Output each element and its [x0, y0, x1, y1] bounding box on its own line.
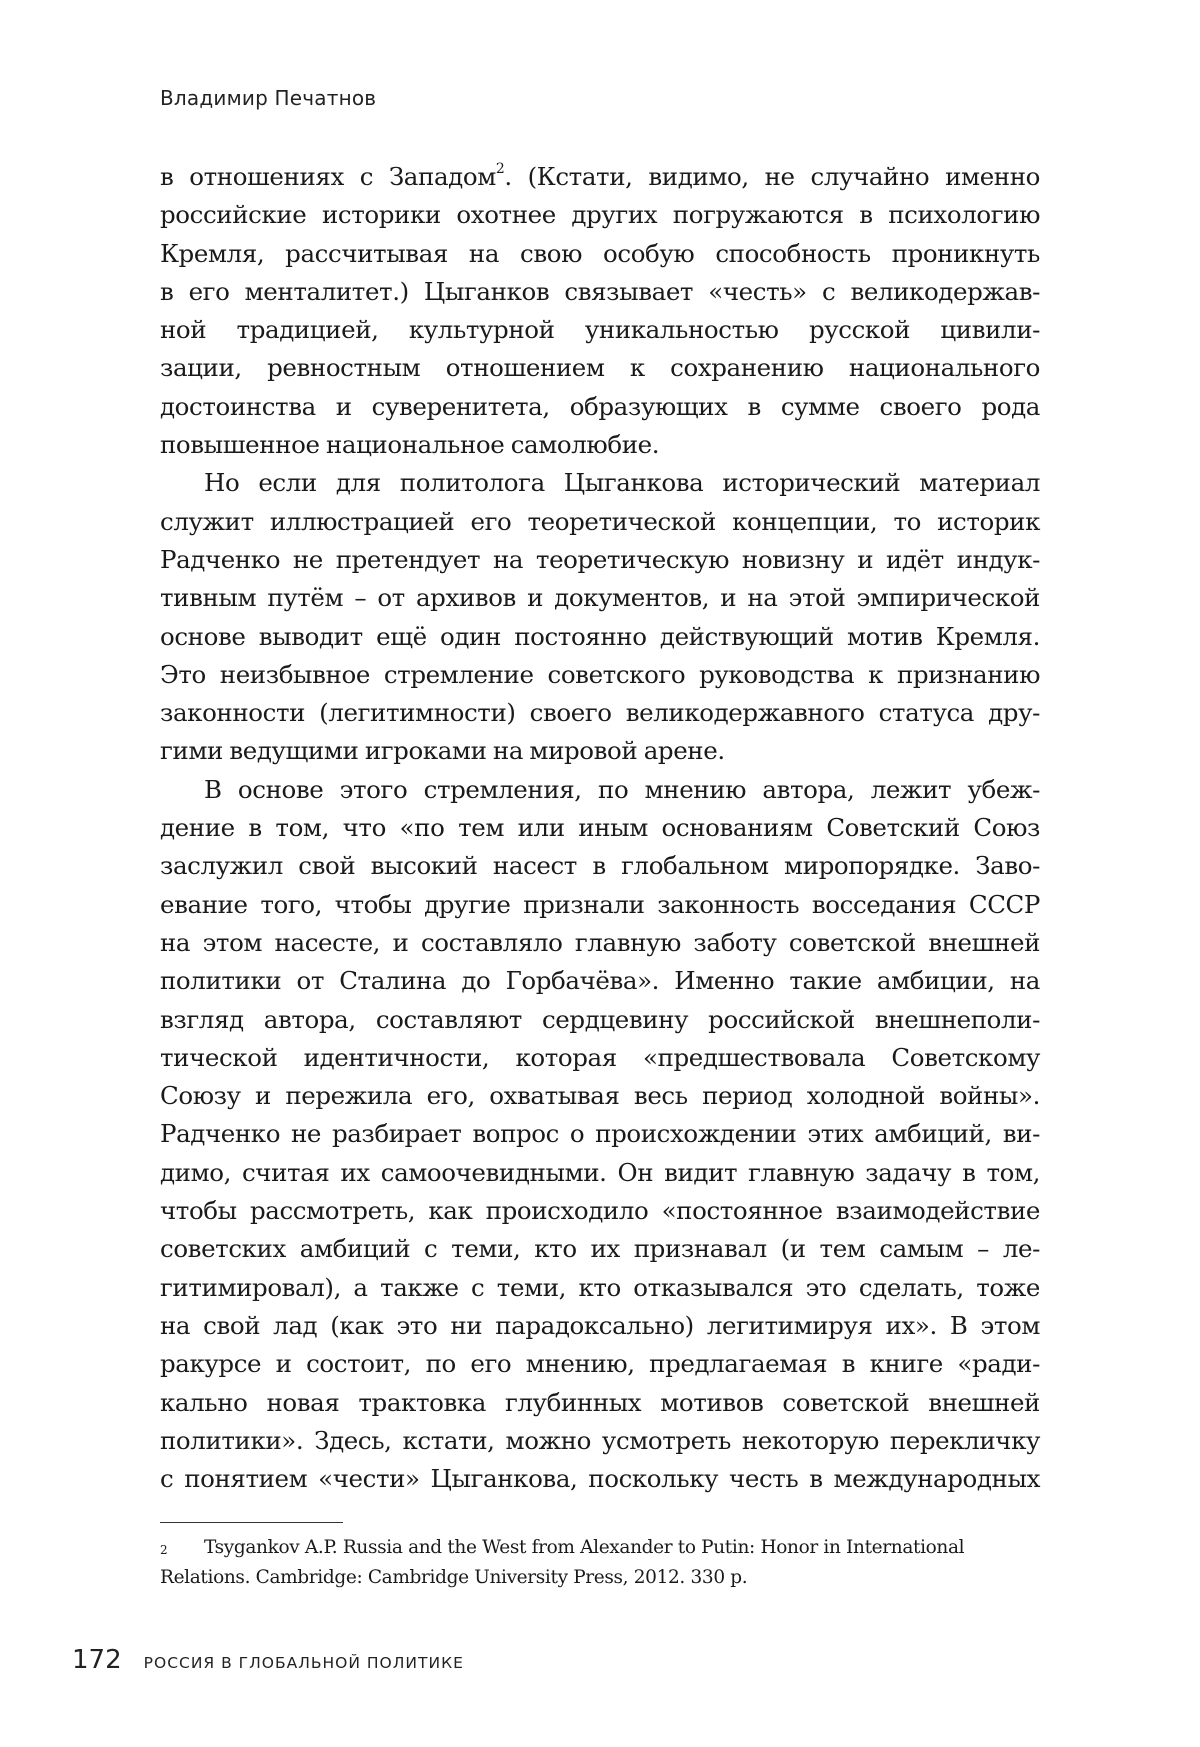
footnote-line: Relations. Cambridge: Cambridge University Press, 2012. 330 p.	[160, 1563, 1040, 1593]
text-line: в его менталитет.) Цыганков связывает «честь» с великодержав-	[160, 273, 1040, 311]
text-line: ной традицией, культурной уникальностью русской цивили-	[160, 311, 1040, 349]
footnote-reference[interactable]: 2	[496, 161, 505, 177]
text-line: зации, ревностным отношением к сохранению национального	[160, 349, 1040, 387]
text-line: на этом насесте, и составляло главную заботу советской внешней	[160, 924, 1040, 962]
footnote	[160, 1533, 1040, 1593]
main-text	[160, 158, 1040, 1498]
text-line: ракурсе и состоит, по его мнению, предлагаемая в книге «ради-	[160, 1345, 1040, 1383]
page-number: 172	[72, 1645, 122, 1675]
text-line: тивным путём – от архивов и документов, и на этой эмпирической	[160, 579, 1040, 617]
text-line	[160, 158, 1040, 196]
page-footer	[72, 1645, 464, 1675]
text-line: Радченко не разбирает вопрос о происхождении этих амбиций, ви-	[160, 1115, 1040, 1153]
text-line: Но если для политолога Цыганкова исторический материал	[160, 464, 1040, 502]
text-line: повышенное национальное самолюбие.	[160, 426, 1040, 464]
text-line: тической идентичности, которая «предшествовала Советскому	[160, 1039, 1040, 1077]
text-line: димо, считая их самоочевидными. Он видит главную задачу в том,	[160, 1154, 1040, 1192]
text-line: политики от Сталина до Горбачёва». Именно такие амбиции, на	[160, 962, 1040, 1000]
text-line: В основе этого стремления, по мнению автора, лежит убеж-	[160, 771, 1040, 809]
text-line: Это неизбывное стремление советского руководства к признанию	[160, 656, 1040, 694]
running-head-author: Владимир Печатнов	[160, 86, 376, 110]
footnote-line	[160, 1533, 1040, 1563]
text-line: кально новая трактовка глубинных мотивов советской внешней	[160, 1384, 1040, 1422]
text-line: гитимировал), а также с теми, кто отказывался это сделать, тоже	[160, 1269, 1040, 1307]
text-line: дение в том, что «по тем или иным основаниям Советский Союз	[160, 809, 1040, 847]
text-line: российские историки охотнее других погружаются в психологию	[160, 196, 1040, 234]
footnote-divider	[160, 1522, 343, 1523]
text-line: советских амбиций с теми, кто их признавал (и тем самым – ле-	[160, 1230, 1040, 1268]
text-line: Радченко не претендует на теоретическую новизну и идёт индук-	[160, 541, 1040, 579]
text-line: заслужил свой высокий насест в глобальном миропорядке. Заво-	[160, 847, 1040, 885]
journal-title: РОССИЯ В ГЛОБАЛЬНОЙ ПОЛИТИКЕ	[144, 1654, 464, 1672]
text-line: Кремля, рассчитывая на свою особую способность проникнуть	[160, 235, 1040, 273]
footnote-text: Tsygankov A.P. Russia and the West from Alexander to Putin: Honor in International	[204, 1537, 964, 1558]
text-line: чтобы рассмотреть, как происходило «постоянное взаимодействие	[160, 1192, 1040, 1230]
text-line: гими ведущими игроками на мировой арене.	[160, 732, 1040, 770]
text-line: достоинства и суверенитета, образующих в сумме своего рода	[160, 388, 1040, 426]
text-fragment: . (Кстати, видимо, не случайно именно	[504, 162, 1040, 191]
text-line: взгляд автора, составляют сердцевину российской внешнеполи-	[160, 1001, 1040, 1039]
text-line: евание того, чтобы другие признали законность восседания СССР	[160, 886, 1040, 924]
text-fragment: в отношениях с Западом	[160, 162, 496, 191]
text-line: Союзу и пережила его, охватывая весь период холодной войны».	[160, 1077, 1040, 1115]
text-line: на свой лад (как это ни парадоксально) легитимируя их». В этом	[160, 1307, 1040, 1345]
text-line: служит иллюстрацией его теоретической концепции, то историк	[160, 503, 1040, 541]
text-line: политики». Здесь, кстати, можно усмотреть некоторую перекличку	[160, 1422, 1040, 1460]
text-line: законности (легитимности) своего великодержавного статуса дру-	[160, 694, 1040, 732]
footnote-number: 2	[160, 1535, 204, 1565]
text-line: основе выводит ещё один постоянно действующий мотив Кремля.	[160, 618, 1040, 656]
text-line: с понятием «чести» Цыганкова, поскольку честь в международных	[160, 1460, 1040, 1498]
